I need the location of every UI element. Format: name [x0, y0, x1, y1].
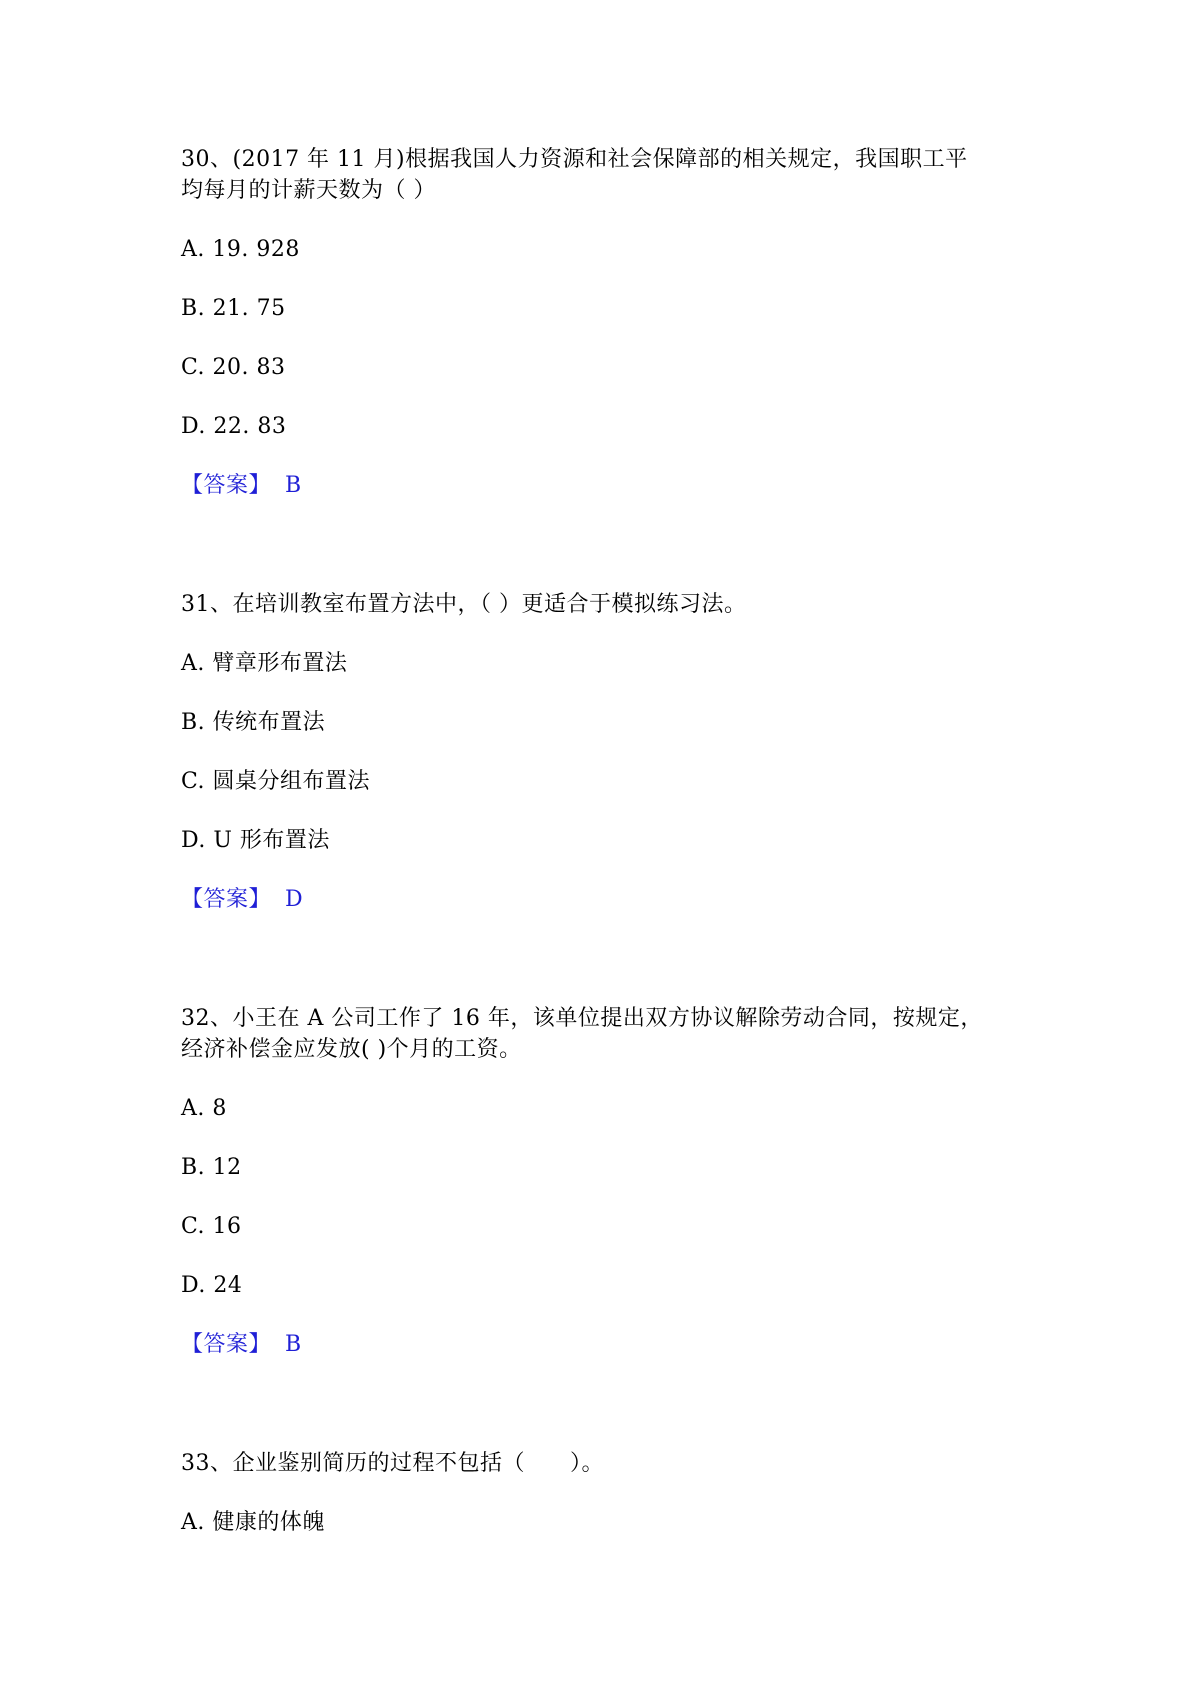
- question-30-answer: [181, 471, 302, 501]
- question-31-option-c: C. 圆桌分组布置法: [181, 769, 371, 794]
- question-30-stem-line-1: 30、(2017 年 11 月)根据我国人力资源和社会保障部的相关规定，我国职工平: [181, 147, 968, 172]
- question-30-option-d: D. 22. 83: [181, 414, 287, 439]
- answer-value: B: [285, 473, 302, 498]
- answer-value: D: [285, 887, 304, 912]
- question-30-stem-line-2: 均每月的计薪天数为（ ）: [181, 178, 436, 203]
- question-32-answer: [181, 1330, 302, 1360]
- answer-label: 【答案】: [181, 1332, 272, 1357]
- question-31-option-d: D. U 形布置法: [181, 828, 330, 853]
- question-32-option-c: C. 16: [181, 1214, 242, 1239]
- answer-label: 【答案】: [181, 887, 272, 912]
- question-32-option-b: B. 12: [181, 1155, 242, 1180]
- question-32-stem-line-1: 32、小王在 A 公司工作了 16 年，该单位提出双方协议解除劳动合同，按规定，: [181, 1006, 983, 1031]
- question-33-option-a: A. 健康的体魄: [181, 1510, 325, 1535]
- question-31-option-b: B. 传统布置法: [181, 710, 326, 735]
- question-30-option-a: A. 19. 928: [181, 237, 300, 262]
- question-33-stem-line-1: 33、企业鉴别简历的过程不包括（ ）。: [181, 1451, 604, 1476]
- question-32-stem-line-2: 经济补偿金应发放( )个月的工资。: [181, 1037, 522, 1062]
- question-30-option-b: B. 21. 75: [181, 296, 286, 321]
- question-32-option-a: A. 8: [181, 1096, 227, 1121]
- answer-value: B: [285, 1332, 302, 1357]
- answer-label: 【答案】: [181, 473, 272, 498]
- question-30-option-c: C. 20. 83: [181, 355, 286, 380]
- question-31-stem-line-1: 31、在培训教室布置方法中，（ ）更适合于模拟练习法。: [181, 592, 747, 617]
- question-31-option-a: A. 臂章形布置法: [181, 651, 348, 676]
- question-32-option-d: D. 24: [181, 1273, 243, 1298]
- question-31-answer: [181, 885, 303, 915]
